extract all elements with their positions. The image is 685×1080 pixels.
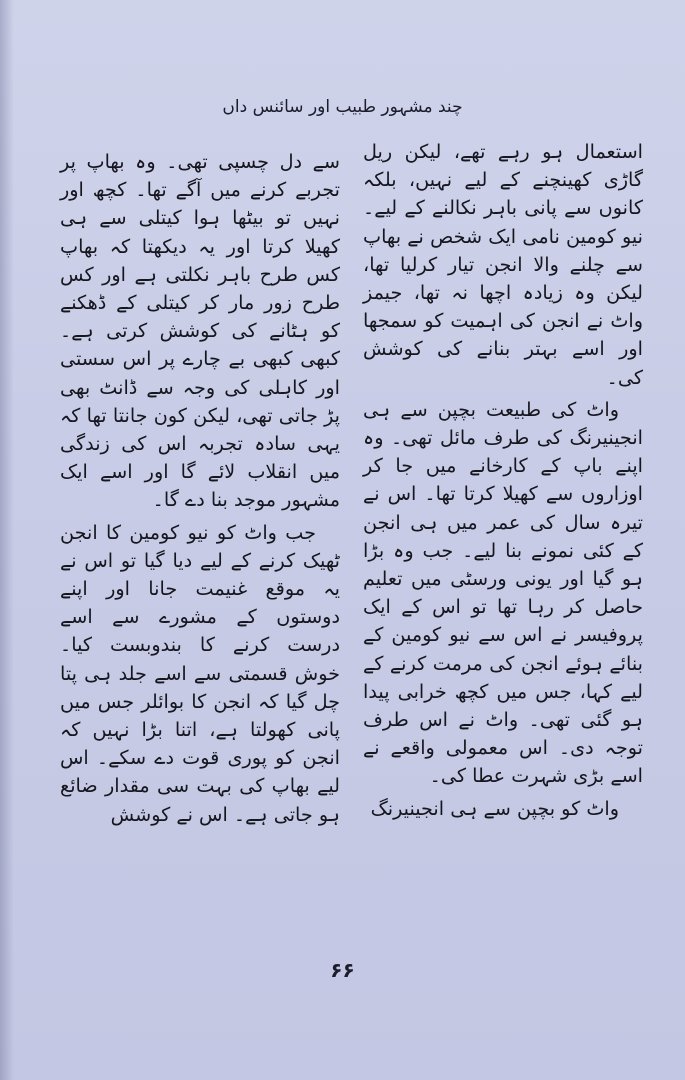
binding-shadow (0, 0, 14, 1080)
running-head: چند مشہور طبیب اور سائنس داں (222, 97, 463, 117)
paragraph: استعمال ہو رہے تھے، لیکن ریل گاڑی کھینچنے کے لیے نہیں، بلکہ کانوں سے پانی باہر نکالنے کے لیے۔ نیو کومین نامی ایک شخص نے بھاپ سے چلنے والا انجن تیار کرلیا تھا، لیکن وہ زیادہ اچھا نہ تھا، جیمز واٹ نے انجن کی اہمیت کو سمجھا اور اسے بہتر بنانے کی کوشش کی۔ (363, 140, 643, 389)
paragraph: واٹ کو بچپن سے ہی انجینیرنگ (370, 796, 619, 820)
left-column (60, 148, 340, 829)
paragraph: سے دل چسپی تھی۔ وہ بھاپ پر تجربے کرنے میں آگے تھا۔ کچھ اور نہیں تو بیٹھا ہوا کیتلی سے ہی کھیلا کرتا اور یہ دیکھتا کہ بھاپ کس طرح باہر نکلتی ہے اور کس طرح زور مار کر کیتلی کے ڈھکنے کو ہٹانے کی کوشش کرتی ہے۔ کبھی کبھی بے چارے پر اس سستی اور کاہلی کی وجہ سے ڈانٹ بھی پڑ جاتی تھی، لیکن کون جانتا تھا کہ یہی سادہ تجربہ اس کی زندگی میں انقلاب لائے گا اور اسے ایک مشہور موجد بنا دے گا۔ (60, 150, 340, 512)
paragraph: واٹ کی طبیعت بچپن سے ہی انجینیرنگ کی طرف مائل تھی۔ وہ اپنے باپ کے کارخانے میں جا کر اوزاروں سے کھیلا کرتا تھا۔ اس نے تیرہ سال کی عمر میں ہی انجن کے کئی نمونے بنا لیے۔ جب وہ بڑا ہو گیا اور یونی ورسٹی میں تعلیم حاصل کر رہا تھا تو اس کے ایک پروفیسر نے اس سے نیو کومین کے بنائے ہوئے انجن کی مرمت کرنے کے لیے کہا، جس میں کچھ خرابی پیدا ہو گئی تھی۔ واٹ نے اس طرف توجہ دی۔ اس معمولی واقعے نے اسے بڑی شہرت عطا کی۔ (363, 397, 643, 788)
paragraph: جب واٹ کو نیو کومین کا انجن ٹھیک کرنے کے لیے دیا گیا تو اس نے یہ موقع غنیمت جانا اور اپنے دوستوں کے مشورے سے اسے درست کرنے کا بندوبست کیا۔ خوش قسمتی سے اسے جلد ہی پتا چل گیا کہ انجن کا بوائلر جس میں پانی کھولتا ہے، اتنا بڑا نہیں کہ انجن کو پوری قوت دے سکے۔ اس لیے بھاپ کی بہت سی مقدار ضائع ہو جاتی ہے۔ اس نے کوشش (60, 520, 340, 826)
right-column (363, 138, 643, 823)
page-number: ۶۶ (330, 958, 355, 982)
